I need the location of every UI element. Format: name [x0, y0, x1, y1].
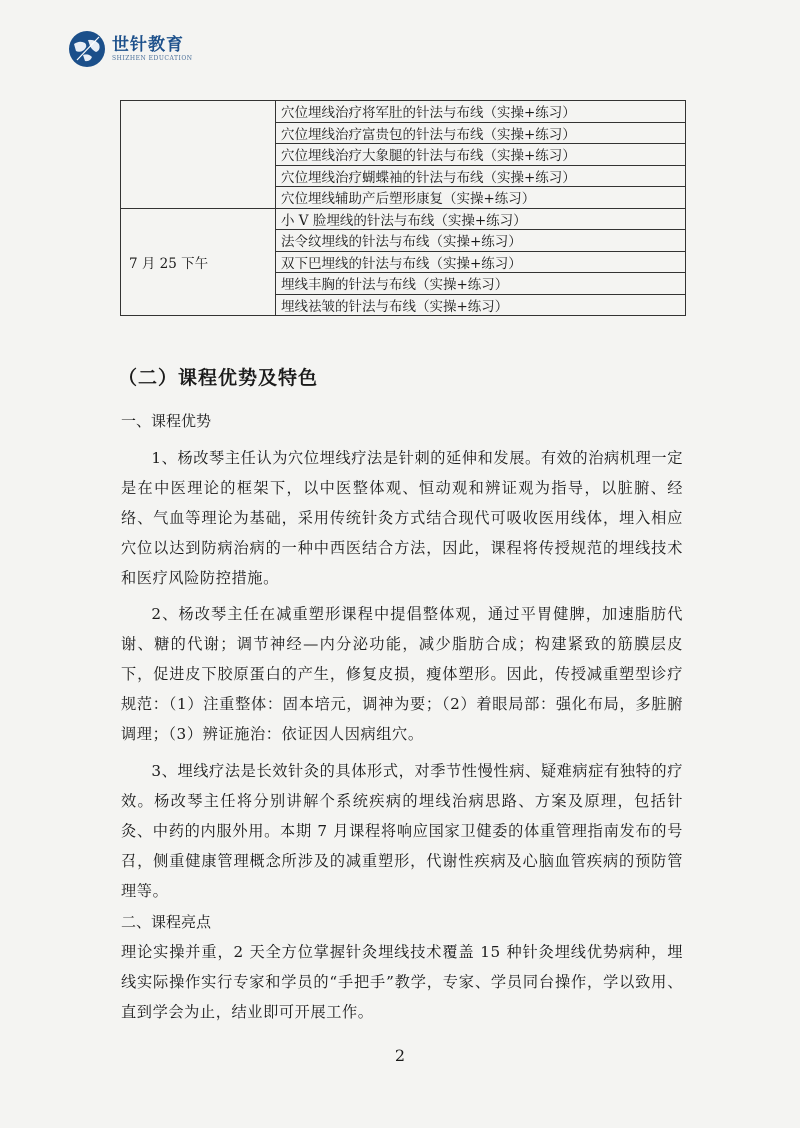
- logo-subtitle: SHIZHEN EDUCATION: [112, 55, 193, 62]
- section-title: （二）课程优势及特色: [118, 367, 319, 389]
- header-logo: [68, 30, 193, 68]
- course-item: 穴位埋线治疗富贵包的针法与布线（实操+练习）: [276, 122, 686, 144]
- paragraph-2: 2、杨改琴主任在减重塑形课程中提倡整体观，通过平胃健脾，加速脂肪代谢、糖的代谢；调节神经—内分泌功能，减少脂肪合成；构建紧致的筋膜层皮下，促进皮下胶原蛋白的产生，修复皮损，瘦体塑形。因此，传授减重塑型诊疗规范：（1）注重整体：固本培元，调神为要；（2）着眼局部：强化布局，多脏腑调理；（3）辨证施治：依证因人因病组穴。: [121, 605, 683, 743]
- globe-needle-icon: [68, 30, 106, 68]
- subsection-title-advantages: 一、课程优势: [121, 412, 212, 430]
- course-item: 埋线丰胸的针法与布线（实操+练习）: [276, 273, 686, 295]
- subsection-title-highlights: 二、课程亮点: [121, 913, 212, 931]
- course-item: 穴位埋线治疗将军肚的针法与布线（实操+练习）: [276, 101, 686, 123]
- course-item: 穴位埋线治疗蝴蝶袖的针法与布线（实操+练习）: [276, 165, 686, 187]
- table-row: [121, 208, 686, 230]
- course-item: 穴位埋线治疗大象腿的针法与布线（实操+练习）: [276, 144, 686, 166]
- course-item: 小 V 脸埋线的针法与布线（实操+练习）: [276, 208, 686, 230]
- date-cell: [121, 101, 276, 209]
- course-item: 埋线祛皱的针法与布线（实操+练习）: [276, 294, 686, 316]
- paragraph-4: 理论实操并重，2 天全方位掌握针灸埋线技术覆盖 15 种针灸埋线优势病种，埋线实际操作实行专家和学员的“手把手”教学，专家、学员同台操作，学以致用、直到学会为止，结业即可开展工作。: [121, 943, 683, 1021]
- paragraph-1: 1、杨改琴主任认为穴位埋线疗法是针刺的延伸和发展。有效的治病机理一定是在中医理论的框架下，以中医整体观、恒动观和辨证观为指导，以脏腑、经络、气血等理论为基础，采用传统针灸方式结合现代可吸收医用线体，埋入相应穴位以达到防病治病的一种中西医结合方法，因此，课程将传授规范的埋线技术和医疗风险防控措施。: [121, 449, 683, 587]
- schedule-table: [120, 100, 686, 316]
- paragraph-3: 3、埋线疗法是长效针灸的具体形式，对季节性慢性病、疑难病症有独特的疗效。杨改琴主任将分别讲解个系统疾病的埋线治病思路、方案及原理，包括针灸、中药的内服外用。本期 7 月课程将响应国家卫健委的体重管理指南发布的号召，侧重健康管理概念所涉及的减重塑形，代谢性疾病及心脑血管疾病的预防管理等。: [121, 762, 683, 900]
- date-cell: 7 月 25 下午: [121, 208, 276, 316]
- course-item: 穴位埋线辅助产后塑形康复（实操+练习）: [276, 187, 686, 209]
- page-number: 2: [394, 1046, 406, 1065]
- course-item: 法令纹埋线的针法与布线（实操+练习）: [276, 230, 686, 252]
- table-row: [121, 101, 686, 123]
- logo-name: 世针教育: [112, 35, 184, 55]
- course-item: 双下巴埋线的针法与布线（实操+练习）: [276, 251, 686, 273]
